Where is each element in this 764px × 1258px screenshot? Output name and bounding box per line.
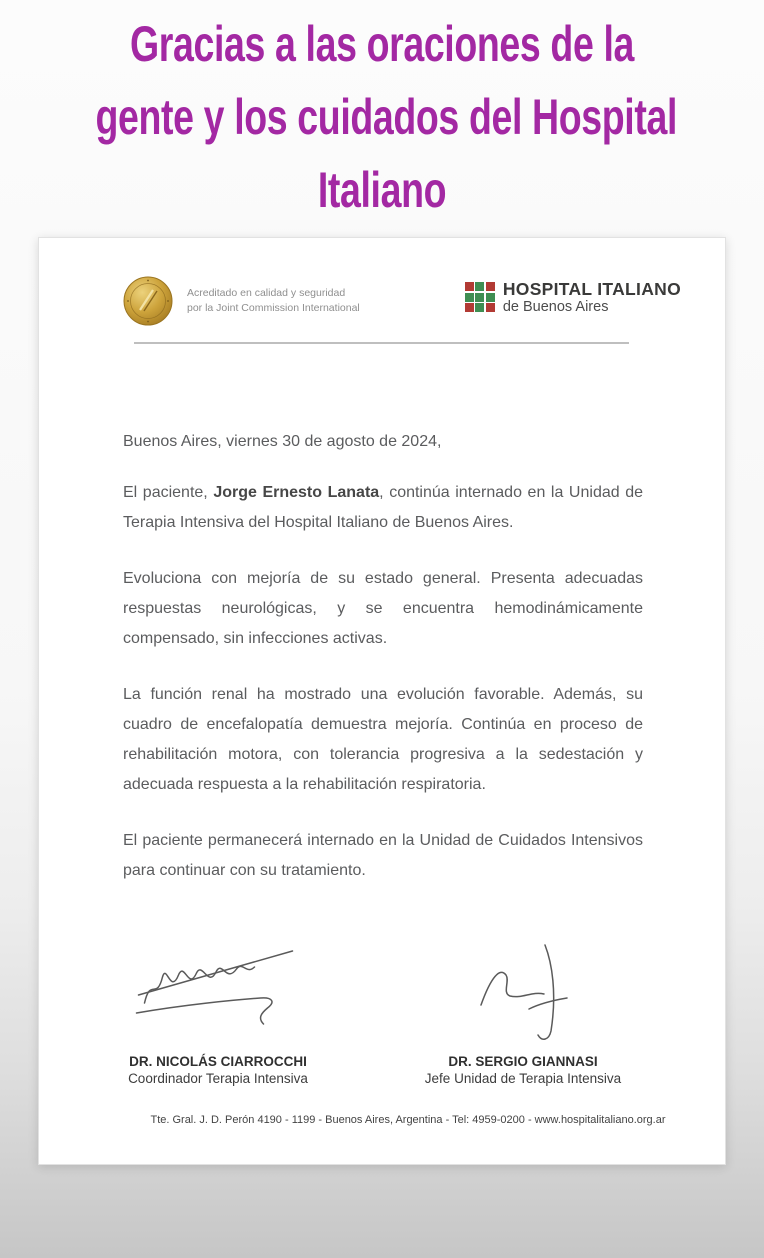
logo-cell-red <box>486 303 495 312</box>
hospital-cross-icon <box>465 282 495 312</box>
logo-cell-green <box>475 282 484 291</box>
headline-line-2: gente y los cuidados del Hospital <box>95 89 677 145</box>
signature-area <box>123 941 313 1053</box>
accreditation-text <box>187 286 360 316</box>
letterhead <box>39 238 725 326</box>
paragraph-text: , continúa internado en la Unidad de Terapia Intensiva del Hospital Italiano de Buenos Aires. <box>123 484 643 531</box>
letterhead-accreditation <box>123 276 360 326</box>
headline-line-1: Gracias a las oraciones de la <box>130 16 634 72</box>
letter-body <box>39 427 725 886</box>
patient-name: Jorge Ernesto Lanata <box>213 484 380 501</box>
logo-cell-red <box>465 303 474 312</box>
signatory-title: Jefe Unidad de Terapia Intensiva <box>424 1071 622 1086</box>
accreditation-line-2: por la Joint Commission International <box>187 302 360 314</box>
hospital-subtitle: de Buenos Aires <box>502 299 609 315</box>
headline-line-3: Italiano <box>317 162 447 218</box>
joint-commission-seal-icon <box>123 276 173 326</box>
headline <box>0 0 764 227</box>
logo-cell-green <box>475 303 484 312</box>
logo-cell-red <box>465 282 474 291</box>
hospital-name: HOSPITAL ITALIANO <box>502 279 681 299</box>
hospital-logo-text <box>503 280 681 315</box>
signature-area <box>408 941 638 1053</box>
logo-cell-green <box>465 293 474 302</box>
signatures-row <box>39 941 725 1087</box>
handwritten-signature-icon <box>473 941 573 1049</box>
date-line: Buenos Aires, viernes 30 de agosto de 2024, <box>123 433 442 450</box>
footer-address: Tte. Gral. J. D. Perón 4190 - 1199 - Buenos Aires, Argentina - Tel: 4959-0200 - www.hospitalitaliano.org.ar <box>150 1114 666 1126</box>
paragraph-renal-function: La función renal ha mostrado una evolución favorable. Además, su cuadro de encefalopatía demuestra mejoría. Continúa en proceso de rehabilitación motora, con tolerancia progresiva a la sedestación y adecuada respuesta a la rehabilitación respiratoria. <box>123 686 643 793</box>
signatory-title: Coordinador Terapia Intensiva <box>128 1071 308 1086</box>
signatory-name: DR. SERGIO GIANNASI <box>448 1054 598 1069</box>
accreditation-line-1: Acreditado en calidad y seguridad <box>187 287 346 299</box>
hospital-logo <box>465 280 681 315</box>
paragraph-evolution: Evoluciona con mejoría de su estado general. Presenta adecuadas respuestas neurológicas, y se encuentra hemodinámicamente compensado, sin infecciones activas. <box>123 570 643 647</box>
logo-cell-red <box>486 282 495 291</box>
signatory-right <box>408 941 638 1087</box>
signatory-name: DR. NICOLÁS CIARROCCHI <box>129 1054 307 1069</box>
paragraph-text: El paciente, <box>123 484 214 501</box>
logo-cell-green <box>475 293 484 302</box>
logo-cell-green <box>486 293 495 302</box>
handwritten-signature-icon <box>131 941 306 1031</box>
signatory-left <box>123 941 313 1087</box>
document-paper <box>38 237 726 1165</box>
letterhead-divider <box>134 342 629 344</box>
footer <box>39 1110 725 1128</box>
paragraph-patient-status <box>123 478 643 538</box>
paragraph-stay: El paciente permanecerá internado en la Unidad de Cuidados Intensivos para continuar con su tratamiento. <box>123 832 643 879</box>
